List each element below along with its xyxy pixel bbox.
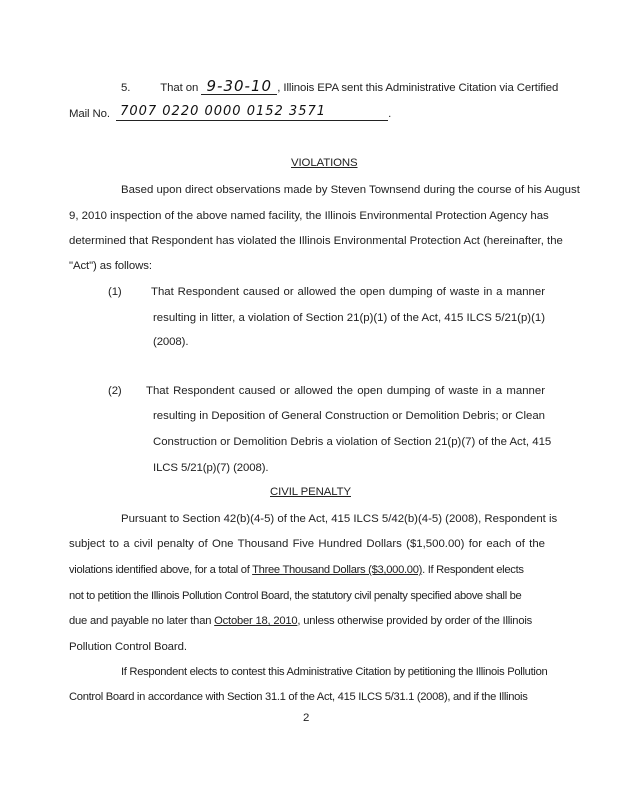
paragraph-5-line-1 bbox=[121, 79, 558, 95]
mail-label: Mail No. bbox=[69, 108, 110, 120]
handwritten-mail-number: 7007 0220 0000 0152 3571 bbox=[120, 104, 327, 119]
date-blank bbox=[201, 79, 277, 95]
paragraph-end: . bbox=[388, 108, 392, 120]
civil-penalty-heading: CIVIL PENALTY bbox=[270, 486, 351, 498]
violations-heading: VIOLATIONS bbox=[291, 157, 358, 169]
paragraph-5-line-2 bbox=[69, 105, 391, 121]
violations-intro-line: 9, 2010 inspection of the above named facility, the Illinois Environmental Protection Agency has bbox=[69, 210, 549, 222]
violation-item-line: That Respondent caused or allowed the open dumping of waste in a manner bbox=[146, 385, 545, 397]
civil-penalty-line: Pollution Control Board. bbox=[69, 641, 187, 653]
paragraph-suffix: , Illinois EPA sent this Administrative Citation via Certified bbox=[277, 82, 559, 94]
violation-item-line: (2008). bbox=[153, 336, 189, 348]
contest-line: Control Board in accordance with Section 31.1 of the Act, 415 ILCS 5/31.1 (2008), and if the Illinois bbox=[69, 691, 528, 703]
mail-number-blank bbox=[116, 105, 388, 121]
violation-item-line: ILCS 5/21(p)(7) (2008). bbox=[153, 462, 269, 474]
paragraph-prefix: That on bbox=[160, 82, 199, 94]
due-date-suffix: , unless otherwise provided by order of the Illinois bbox=[297, 615, 533, 627]
civil-penalty-line: not to petition the Illinois Pollution Control Board, the statutory civil penalty specified above shall be bbox=[69, 590, 522, 602]
civil-penalty-line: Pursuant to Section 42(b)(4-5) of the Act, 415 ILCS 5/42(b)(4-5) (2008), Respondent is bbox=[121, 513, 558, 525]
violations-intro-line: determined that Respondent has violated the Illinois Environmental Protection Act (hereinafter, the bbox=[69, 235, 563, 247]
violation-item-line: Construction or Demolition Debris a violation of Section 21(p)(7) of the Act, 415 bbox=[153, 436, 552, 448]
violations-intro-line: Based upon direct observations made by Steven Townsend during the course of his August bbox=[121, 184, 580, 196]
violation-item-number: (2) bbox=[108, 385, 122, 397]
penalty-total-amount: Three Thousand Dollars ($3,000.00) bbox=[252, 564, 423, 576]
handwritten-date: 9-30-10 bbox=[206, 77, 273, 95]
due-date: October 18, 2010 bbox=[214, 615, 298, 627]
contest-line: If Respondent elects to contest this Administrative Citation by petitioning the Illinois Pollution bbox=[121, 666, 548, 678]
page-number: 2 bbox=[303, 712, 310, 724]
penalty-total-suffix: . If Respondent elects bbox=[422, 564, 524, 576]
civil-penalty-line bbox=[69, 563, 545, 577]
violation-item-line: That Respondent caused or allowed the open dumping of waste in a manner bbox=[151, 286, 545, 298]
violations-intro-line: "Act") as follows: bbox=[69, 260, 152, 272]
paragraph-number: 5. bbox=[121, 82, 131, 94]
violation-item-line: resulting in Deposition of General Construction or Demolition Debris; or Clean bbox=[153, 410, 545, 422]
violation-item-number: (1) bbox=[108, 286, 122, 298]
civil-penalty-line bbox=[69, 614, 532, 628]
penalty-total-prefix: violations identified above, for a total of bbox=[69, 564, 253, 576]
violation-item-line: resulting in litter, a violation of Section 21(p)(1) of the Act, 415 ILCS 5/21(p)(1) bbox=[153, 312, 545, 324]
due-date-prefix: due and payable no later than bbox=[69, 615, 215, 627]
civil-penalty-line: subject to a civil penalty of One Thousand Five Hundred Dollars ($1,500.00) for each of the bbox=[69, 538, 545, 550]
